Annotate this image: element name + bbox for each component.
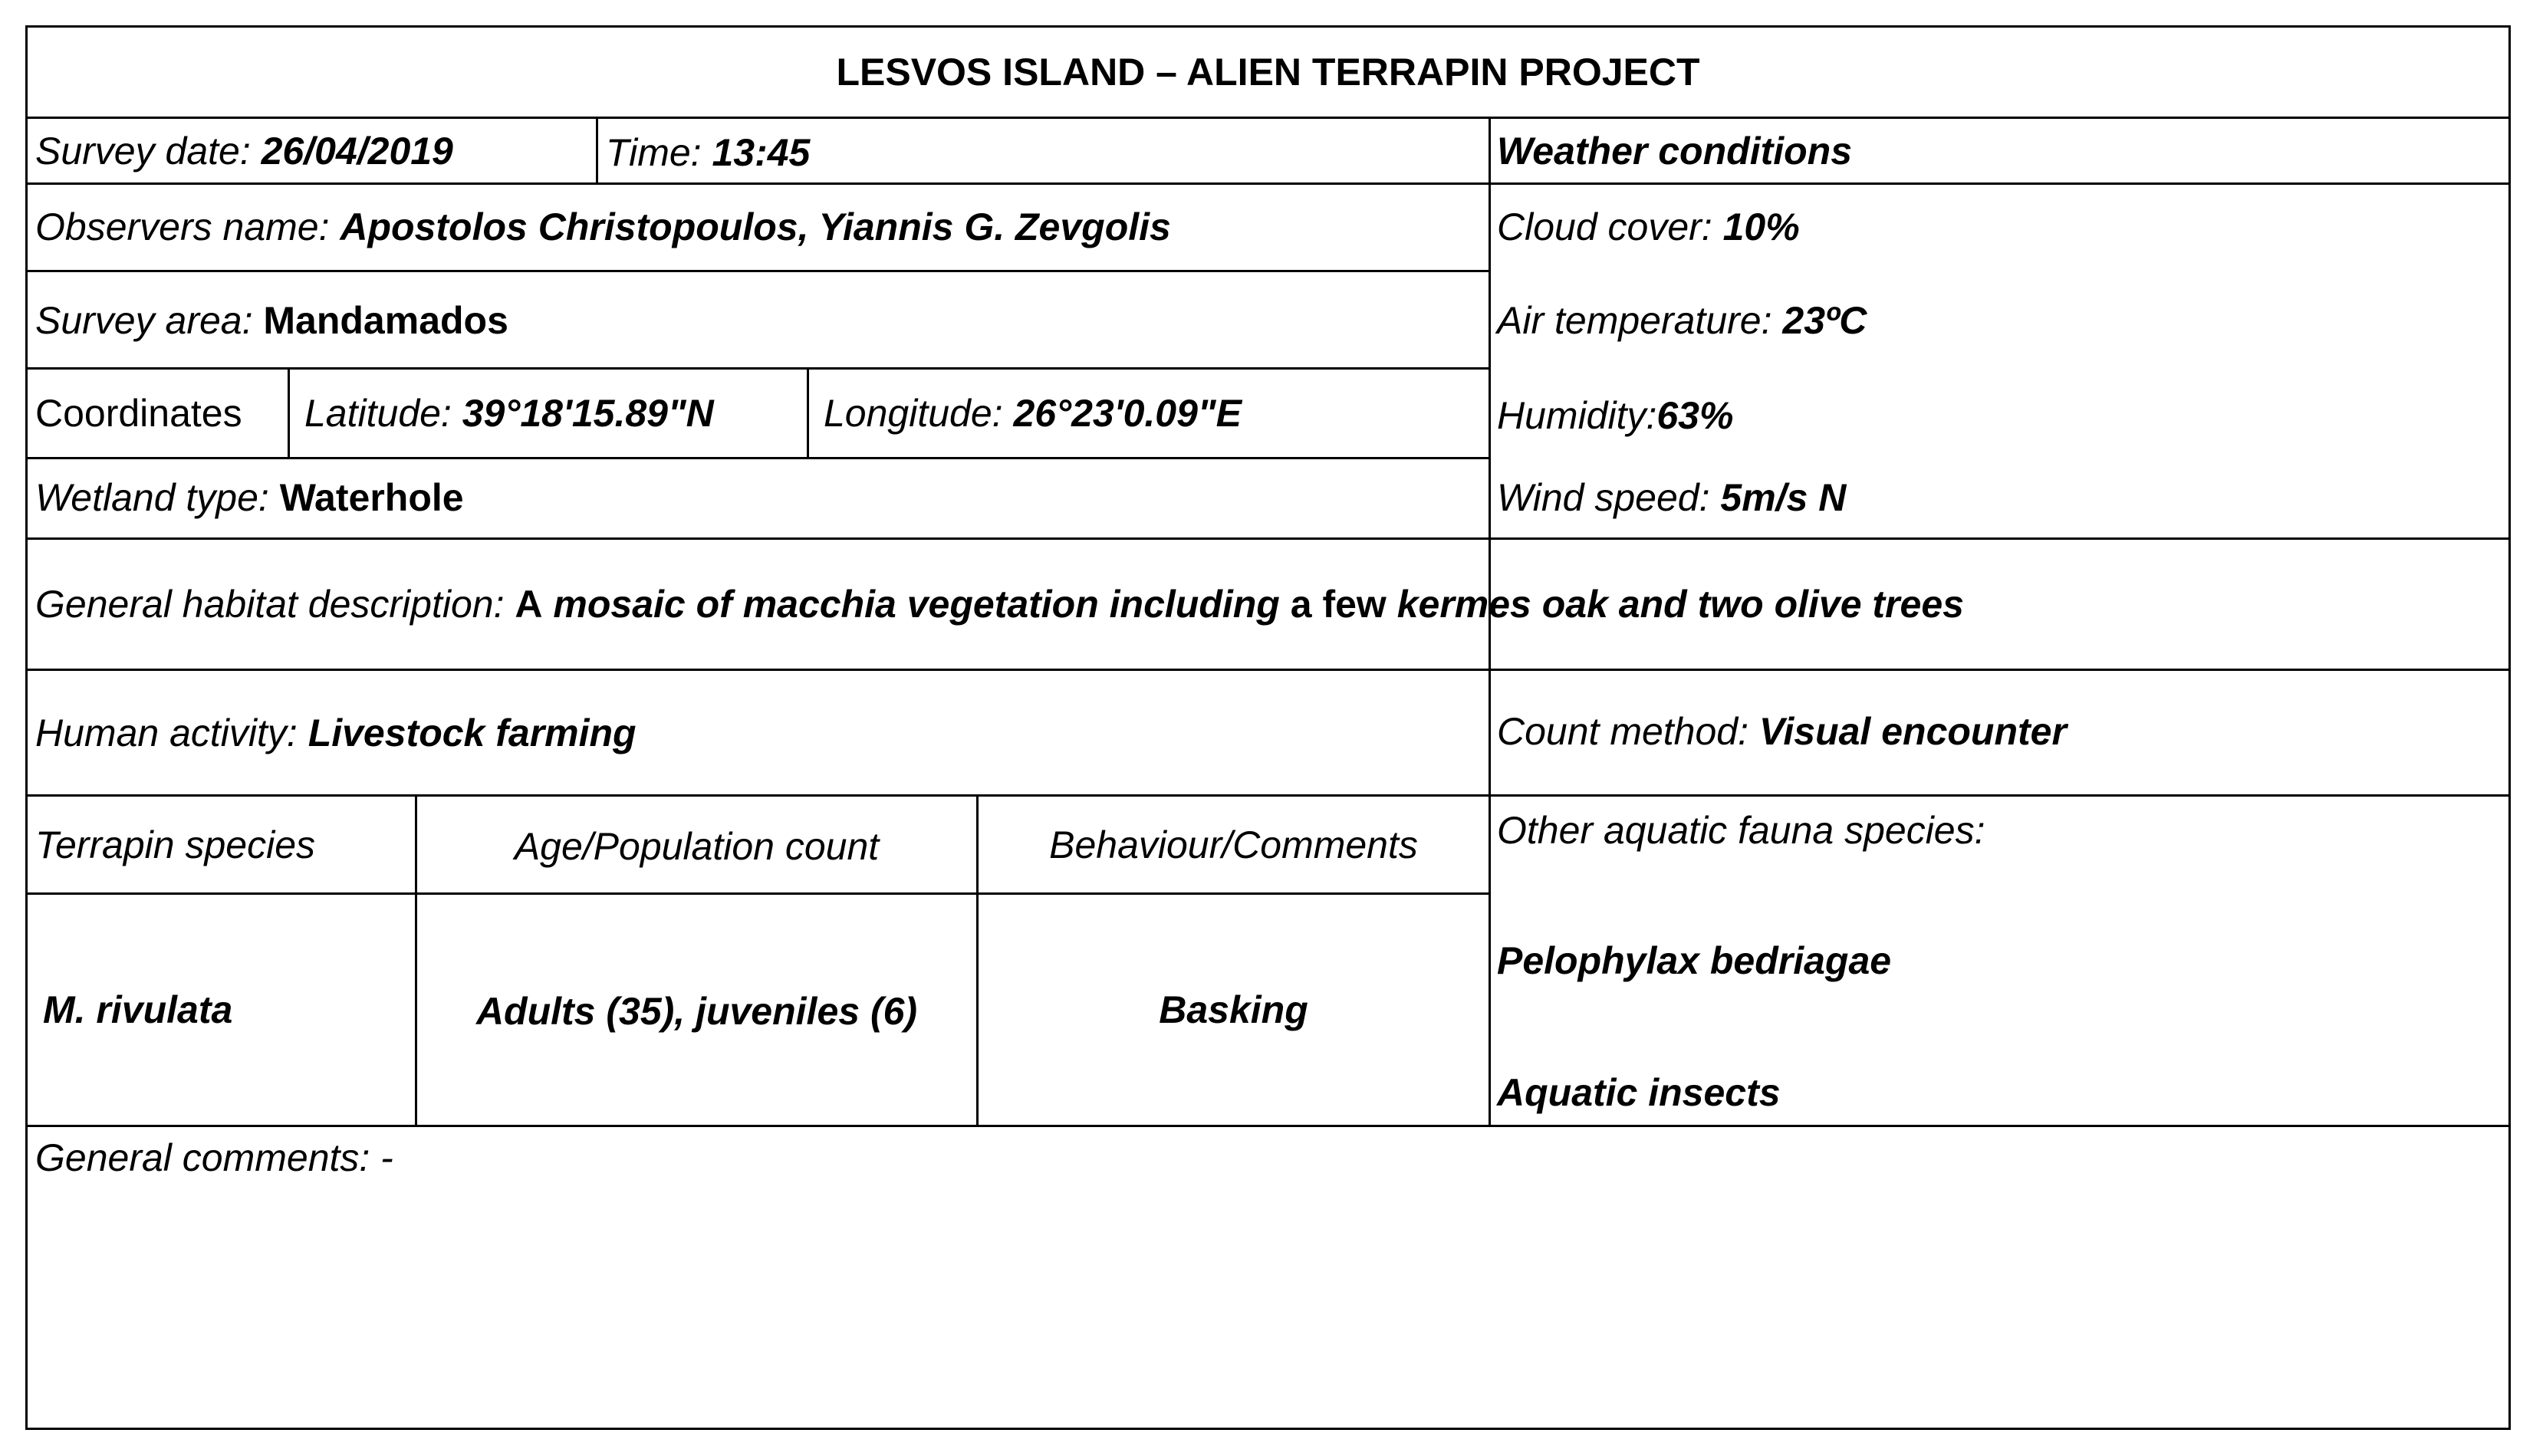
habitat-description [35, 581, 1964, 627]
wetland-type-label: Wetland type: [35, 476, 269, 519]
rule-v-coord1 [288, 367, 290, 459]
rule-observers [28, 270, 1491, 272]
cell-species [43, 987, 232, 1033]
cell-behaviour-value: Basking [1159, 988, 1308, 1031]
human-activity [35, 710, 637, 756]
wind-speed-label: Wind speed: [1497, 476, 1710, 519]
header-age-population: Age/Population count [514, 825, 880, 868]
wetland-type-value: Waterhole [279, 476, 464, 519]
survey-area-label: Survey area: [35, 299, 253, 342]
humidity-label: Humidity: [1497, 394, 1657, 437]
air-temperature-label: Air temperature: [1497, 299, 1772, 342]
cell-age-population-value: Adults (35), juveniles (6) [475, 990, 918, 1033]
weather-heading [1497, 128, 1852, 174]
human-activity-value: Livestock farming [308, 712, 637, 754]
latitude-label: Latitude: [304, 392, 452, 435]
rule-table-bottom [28, 1125, 2508, 1127]
rule-table-header [28, 892, 1491, 895]
observers-label: Observers name: [35, 205, 330, 248]
other-fauna-species-2 [1497, 1070, 1781, 1116]
rule-area [28, 367, 1491, 370]
humidity [1497, 393, 1733, 439]
cell-species-value: M. rivulata [43, 988, 233, 1031]
rule-title [28, 117, 2508, 119]
cloud-cover-label: Cloud cover: [1497, 205, 1712, 248]
cell-behaviour [979, 987, 1489, 1033]
header-behaviour: Behaviour/Comments [1049, 823, 1418, 866]
cloud-cover-value: 10% [1722, 205, 1800, 248]
form-title: LESVOS ISLAND – ALIEN TERRAPIN PROJECT [836, 51, 1700, 94]
longitude-label: Longitude: [824, 392, 1003, 435]
rule-v-date [596, 117, 598, 185]
survey-date-label: Survey date: [35, 130, 251, 173]
count-method-label: Count method: [1497, 710, 1748, 753]
cloud-cover [1497, 204, 1800, 250]
habitat-label: General habitat description: [35, 583, 505, 626]
time-label: Time: [606, 131, 702, 174]
rule-habitat [28, 669, 2508, 671]
weather-heading-text: Weather conditions [1497, 130, 1853, 173]
habitat-part3: a few [1290, 583, 1387, 626]
time-value: 13:45 [712, 131, 811, 174]
count-method-value: Visual encounter [1758, 710, 2067, 753]
species-1-value: Pelophylax bedriagae [1497, 939, 1892, 982]
air-temperature [1497, 297, 1867, 343]
survey-form [25, 25, 2511, 1430]
other-fauna-species-1 [1497, 938, 1891, 984]
wind-speed-value: 5m/s N [1720, 476, 1847, 519]
cell-age-population [417, 988, 976, 1034]
rule-v-coord2 [807, 367, 809, 459]
other-fauna-label: Other aquatic fauna species: [1497, 809, 1985, 852]
longitude-value: 26°23'0.09"E [1013, 392, 1242, 435]
latitude [304, 390, 714, 436]
header-terrapin-species: Terrapin species [35, 823, 316, 866]
habitat-part1: A [515, 583, 543, 626]
habitat-part4: kermes oak and two olive trees [1396, 583, 1964, 626]
survey-area [35, 297, 508, 343]
wetland-type [35, 475, 464, 521]
rule-date [28, 182, 2508, 185]
humidity-value: 63% [1656, 394, 1734, 437]
observers [35, 204, 1171, 250]
survey-date [35, 128, 453, 174]
rule-coords [28, 457, 1491, 459]
species-2-value: Aquatic insects [1497, 1071, 1781, 1114]
air-temperature-value: 23ºC [1782, 299, 1867, 342]
rule-wetland [28, 537, 2508, 540]
observers-value: Apostolos Christopoulos, Yiannis G. Zevgolis [340, 205, 1171, 248]
human-activity-label: Human activity: [35, 712, 298, 754]
wind-speed [1497, 475, 1846, 521]
count-method [1497, 708, 2067, 754]
survey-date-value: 26/04/2019 [261, 130, 453, 173]
survey-area-value: Mandamados [263, 299, 508, 342]
longitude [824, 390, 1242, 436]
rule-human [28, 794, 2508, 797]
survey-time [606, 130, 810, 176]
general-comments: General comments: - [35, 1136, 393, 1179]
habitat-part2: mosaic of macchia vegetation including [553, 583, 1280, 626]
latitude-value: 39°18'15.89"N [462, 392, 714, 435]
coordinates-label: Coordinates [35, 392, 242, 435]
